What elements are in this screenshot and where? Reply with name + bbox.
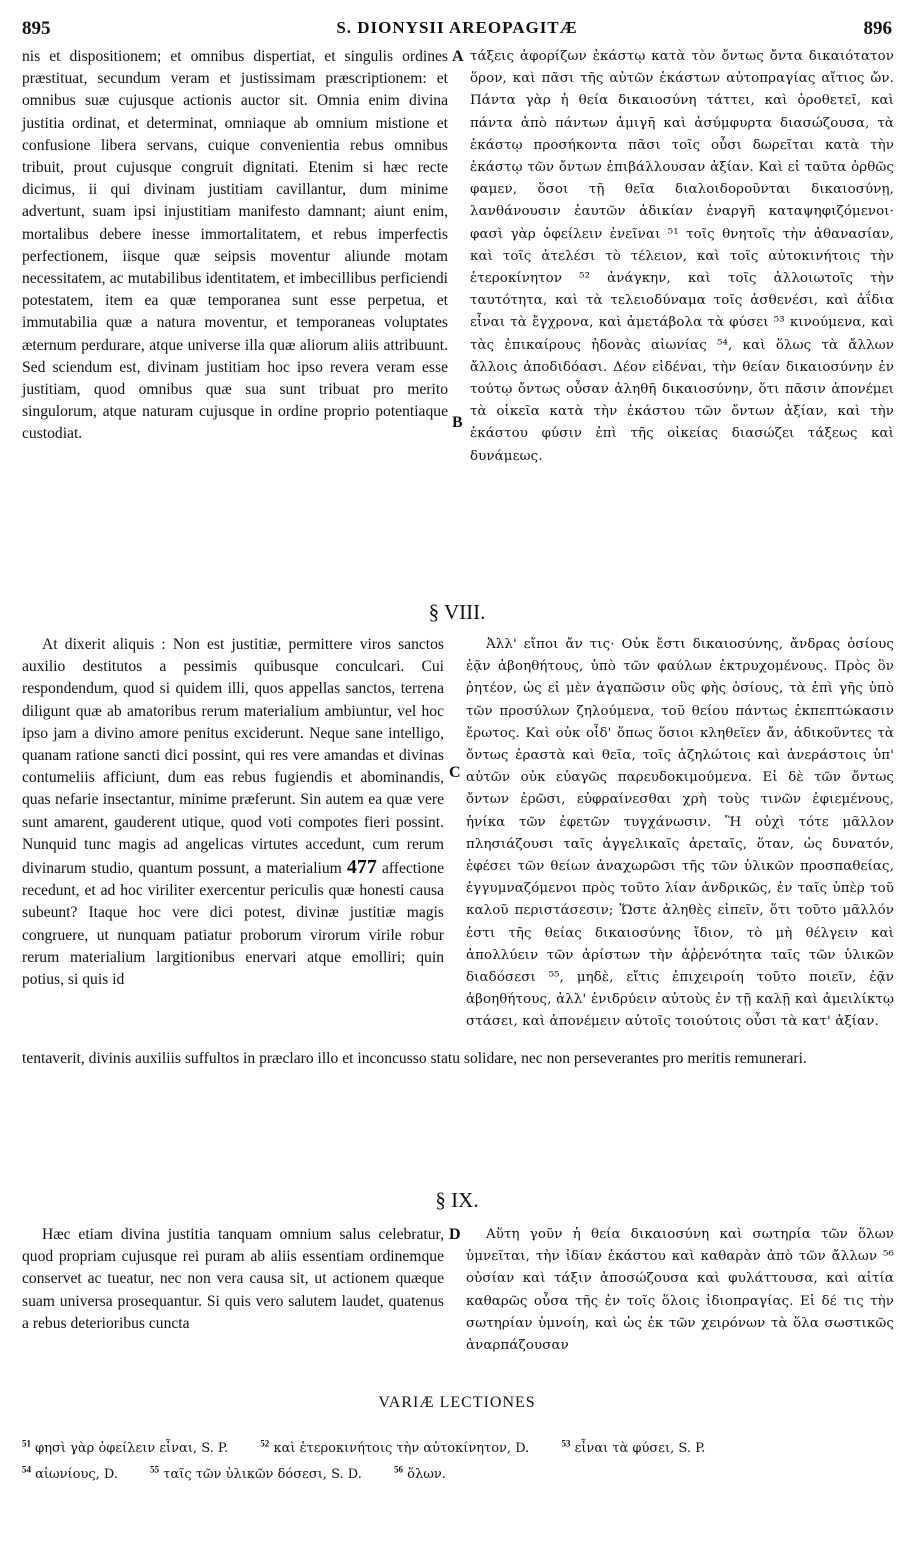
latin-paragraph: Hæc etiam divina justitia tanquam omnium salus celebratur, quod propriam cujusque rei puram ab aliis essentiam ordinemque conservet ac tueatur, nec non vera causa sit, ut actionem quæque suam universa prosequantur. Si quis vero salutem laudet, quatenus a rebus deterioribus cuncta	[22, 1226, 444, 1332]
variant-note: $^{53}$ εἶναι τὰ φύσει, S. P.	[561, 1439, 706, 1457]
section-heading-viii: § VIII.	[428, 600, 486, 624]
latin-paragraph	[22, 634, 444, 991]
latin-text-continued: affectione recedunt, et ad hoc viriliter exercentur periculis quæ honesti causa subeunt? Itaque hoc vere dici potest, divinæ justitiæ magis congruere, ut nunquam patiatur proborum virorum virile robur rerum materialium largitionibus enervari atque emolliri; quin potius, si quis id	[22, 860, 444, 989]
latin-column-ix	[22, 1224, 444, 1335]
variant-note: $^{55}$ ταῖς τῶν ὑλικῶν δόσεσι, S. D.	[150, 1464, 362, 1482]
page-number-left: 895	[22, 18, 51, 39]
full-width-line: tentaverit, divinis auxiliis suffultos in præclaro illo et inconcusso statu solidare, nec non perseverantes pro meritis remunerari.	[22, 1050, 807, 1067]
variant-note: $^{52}$ καὶ ἑτεροκινήτοις τὴν αὐτοκίνητον, D.	[260, 1439, 530, 1457]
margin-letter-a: A	[452, 48, 464, 65]
latin-column-a	[22, 46, 448, 446]
variant-note: $^{51}$ φησὶ γὰρ ὀφείλειν εἶναι, S. P.	[22, 1439, 229, 1457]
margin-letter-b: B	[452, 414, 463, 431]
latin-paragraph: nis et dispositionem; et omnibus dispertiat, et singulis ordines præstituat, secundum veram et justissimam præscriptionem: et omnibus suæ cujusque actionis auctor sit. Omnia enim divina justitia ordinat, et determinat, omniaque ab omnium mistione et confusione libera servans, cuique convenientia rebus omnibus tribuit, prout cujusque congruit dignitati. Etenim si hæc recte dicimus, ii qui divinam justitiam cavillantur, dum minime advertunt, suam ipsi injustitiam manifesto damnant; aiunt enim, mortalibus debere inesse immortalitatem, et rebus imperfectis perfectionem, iisque quæ seipsis moventur aliunde motam necessitatem, ac mutabilibus identitatem, et imbecillibus perficiendi potestatem, item ea quæ temporanea sunt esse perpetua, et immutabilia quæ a natura moventur, et temporaneas voluptates æternum perdurare, atque universe illa quæ aliorum aliis attribuunt. Sed sciendum est, divinam justitiam hoc ipso revera veram esse justitiam, quod omnibus quæ sua sunt tribuat pro merito singulorum, atque naturam cujusque in ordine proprio potentiaque custodiat.	[22, 48, 448, 443]
greek-paragraph: Ἀλλ' εἴποι ἄν τις· Οὐκ ἔστι δικαιοσύνης, ἄνδρας ὁσίους ἐᾷν ἀβοηθήτους, ὑπὸ τῶν φαύλων ἐκτρυχομένους. Πρὸς ὃν ῥητέον, ὡς εἰ μὲν ἀγαπῶσιν οὓς φὴς ὁσίους, τὰ ἐπὶ γῆς ὑπὸ τῶν προσύλων ζηλούμενα, τοῦ θείου πάντως ἐκπεπτώκασιν ἔρωτος. Καὶ οὐκ οἶδ' ὅπως ὅσιοι κληθεῖεν ἄν, ἀδικοῦντες τὰ ὄντως ἐραστὰ καὶ θεῖα, τοῖς ἀζηλώτοις καὶ ἀνεράστοις ὑπ' αὐτῶν οὐκ εὐαγῶς παρευδοκιμούμενα. Εἰ δὲ τῶν ὄντως ὄντων ἐρῶσι, εὐφραίνεσθαι χρὴ τοὺς τινῶν ἐφιεμένους, ἡνίκα τῶν ἐφετῶν τυγχάνωσιν. Ἢ οὐχὶ τότε μᾶλλον πλησιάζουσι ταῖς ἀγγελικαῖς ἀρεταῖς, ὅταν, ὡς δυνατόν, ἐφέσει τῶν θείων ἀναχωρῶσι τῆς τῶν ὑλικῶν προσπαθείας, ἐγγυμναζόμενοι πρὸς τοῦτο λίαν ἀνδρικῶς, ἐν ταῖς ὑπὲρ τοῦ καλοῦ περιστάσεσιν; Ὥστε ἀληθὲς εἰπεῖν, ὅτι τοῦτο μᾶλλόν ἐστι τῆς θείας δικαιοσύνης ἴδιον, τὸ μὴ θέλγειν καὶ ἀπολλύειν τῶν ἀρίστων τὴν ἀῤῥενότητα ταῖς τῶν ὑλικῶν διαδόσεσι ⁵⁵, μηδὲ, εἴτις ἐπιχειροίη τοῦτο ποιεῖν, ἐᾷν ἀβοηθήτους, ἀλλ' ἐνιδρύειν αὐτοὺς ἐν τῇ καλῇ καὶ ἀμειλίκτῳ στάσει, καὶ ἀπονέμειν αὐτοῖς τοιούτοις οὖσι τὰ κατ' ἀξίαν.	[466, 637, 894, 1030]
greek-column-ix	[466, 1224, 894, 1357]
page-number-right: 896	[863, 18, 892, 39]
variae-lectiones-title: VARIÆ LECTIONES	[378, 1394, 536, 1411]
running-title: S. DIONYSII AREOPAGITÆ	[336, 18, 578, 37]
column-number: 477	[346, 856, 377, 879]
variant-notes	[22, 1434, 902, 1485]
greek-paragraph: Αὕτη γοῦν ἡ θεία δικαιοσύνη καὶ σωτηρία τῶν ὅλων ὑμνεῖται, τὴν ἰδίαν ἑκάστου καὶ καθαρὰν ἀπὸ τῶν ἄλλων ⁵⁶ οὐσίαν καὶ τάξιν ἀποσώζουσα καὶ φυλάττουσα, καὶ αἰτία καθαρῶς οὖσα τῆς ἐν τοῖς ὅλοις ἰδιοπραγίας. Εἰ δέ τις τὴν σωτηρίαν ὑμνοίη, καὶ ὡς ἐκ τῶν χειρόνων τὰ ὅλα σωστικῶς ἀναρπάζουσαν	[466, 1227, 894, 1354]
greek-column-viii	[466, 634, 894, 1034]
latin-column-viii	[22, 634, 444, 991]
variant-note: $^{54}$ αἰωνίους, D.	[22, 1464, 118, 1482]
margin-letter-c: C	[449, 764, 461, 781]
variant-note: $^{56}$ ὅλων.	[394, 1464, 446, 1482]
greek-paragraph: τάξεις ἀφορίζων ἑκάστῳ κατὰ τὸν ὄντως ὄντα δικαιότατον ὅρον, καὶ πᾶσι τῆς αὐτῶν ἑκάστων αὐτοπραγίας αἴτιος ὤν. Πάντα γὰρ ἡ θεία δικαιοσύνη τάττει, καὶ ὁροθετεῖ, καὶ πάντα ἀπὸ πάντων ἀμιγῆ καὶ ἀσύμφυρτα διασώζουσα, τὰ ἑκάστῳ προσήκοντα πᾶσι τοῖς οὖσι δωρεῖται κατὰ τὴν ἑκάστῳ τῶν ὄντων ἐπιβάλλουσαν ἀξίαν. Καὶ εἰ ταῦτα ὀρθῶς φαμεν, ὅσοι τῇ θεῖα διαλοιδοροῦνται δικαιοσύνῃ, λανθάνουσιν ἑαυτῶν ἀδικίαν ἐναργῆ καταψηφιζόμενοι· φασὶ γὰρ ὀφείλειν ἐνεῖναι ⁵¹ τοῖς θνητοῖς τὴν ἀθανασίαν, καὶ τοῖς ἀτελέσι τὸ τέλειον, καὶ τοῖς αὐτοκινήτοις τὴν ἑτεροκίνητον ⁵² ἀνάγκην, καὶ τοῖς ἀλλοιωτοῖς τὴν ταυτότητα, καὶ τὰ τελειοδύναμα τοῖς ἀσθενέσι, καὶ ἀΐδια εἶναι τὰ ἔγχρονα, καὶ ἀμετάβολα τὰ φύσει ⁵³ κινούμενα, καὶ τὰς ἐπικαίρους ἡδονὰς αἰωνίας ⁵⁴, καὶ ὅλως τὰ ἄλλων ἄλλοις ἀποδιδόασι. Δέον εἰδέναι, τὴν θείαν δικαιοσύνην ἐν τούτῳ ὄντως οὖσαν ἀληθῆ δικαιοσύνην, ὅτι πᾶσιν ἀπονέμει τὰ οἰκεῖα κατὰ τὴν ἑκάστου τῶν ὄντων ἀξίαν, καὶ τὴν ἑκάστου φύσιν ἐπὶ τῆς οἰκείας διασώζει τάξεως καὶ δυνάμεως.	[470, 49, 894, 464]
latin-text: At dixerit aliquis : Non est justitiæ, permittere viros sanctos auxilio destitutos a pessimis quibusque conculcari. Cui respondendum, quod si quidem illi, quos appellas sanctos, terrena diligunt quæ ab amatoribus rerum materialium ambiuntur, vel hoc ipso jam a divino amore penitus exciderunt. Neque sane intelligo, quanam ratione sancti dici possint, qui res vere amandas et divinas contumeliis afficiunt, dum eas rebus fugiendis et abominandis, quas nefarie insectantur, minime præferunt. Sin autem ea quæ vere sunt amarent, gauderent utique, quod voti compotes fieri possint. Nunquid tunc magis ad angelicas virtutes accedunt, cum rerum divinarum studio, quantum possunt, a materialium	[22, 636, 444, 878]
section-heading-ix: § IX.	[435, 1188, 479, 1212]
greek-column-a	[470, 46, 894, 468]
margin-letter-d: D	[449, 1226, 461, 1243]
